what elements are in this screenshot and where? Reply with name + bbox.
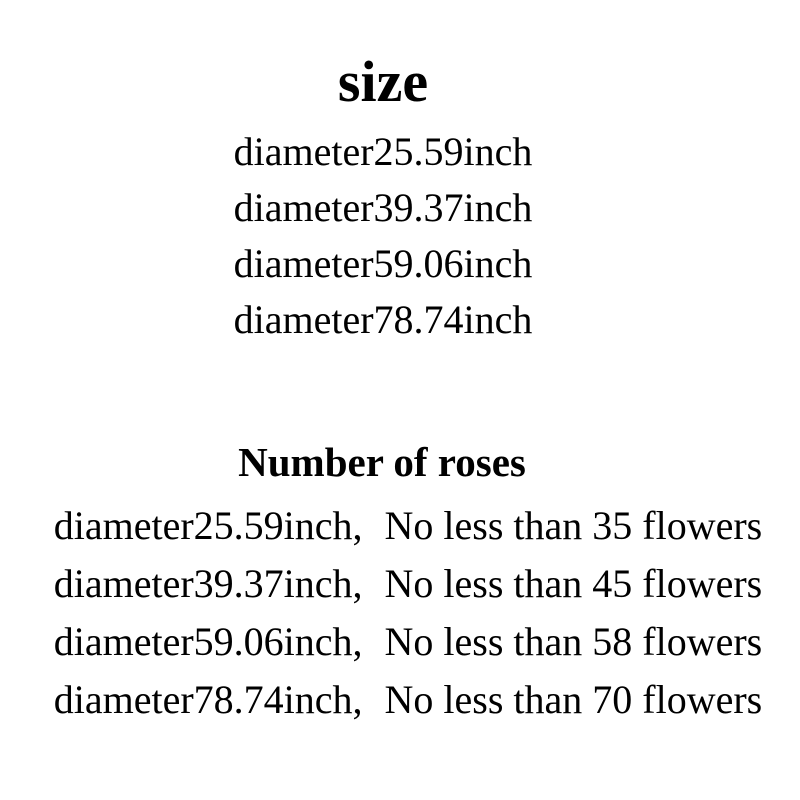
- row-separator: ,: [352, 561, 363, 606]
- row-size-label: diameter39.37inch: [53, 561, 353, 606]
- size-item: diameter25.59inch: [233, 129, 533, 174]
- roses-list: [8, 497, 800, 729]
- roses-row: [8, 671, 800, 729]
- size-item: diameter78.74inch: [233, 297, 533, 342]
- row-requirement: No less than 70 flowers: [384, 677, 763, 722]
- size-item: diameter59.06inch: [233, 241, 533, 286]
- roses-row: [8, 555, 800, 613]
- roses-row: [8, 613, 800, 671]
- row-size-label: diameter25.59inch: [53, 503, 353, 548]
- row-separator: ,: [352, 677, 363, 722]
- row-requirement: No less than 45 flowers: [384, 561, 763, 606]
- row-requirement: No less than 58 flowers: [384, 619, 763, 664]
- row-size-label: diameter59.06inch: [53, 619, 353, 664]
- row-separator: ,: [352, 503, 363, 548]
- roses-row: [8, 497, 800, 555]
- roses-section: [0, 438, 800, 729]
- row-separator: ,: [352, 619, 363, 664]
- row-requirement: No less than 35 flowers: [384, 503, 763, 548]
- roses-title: Number of roses: [238, 439, 526, 485]
- size-section: [0, 0, 783, 348]
- size-list: [0, 124, 783, 348]
- size-title: size: [337, 49, 429, 114]
- size-item: diameter39.37inch: [233, 185, 533, 230]
- row-size-label: diameter78.74inch: [53, 677, 353, 722]
